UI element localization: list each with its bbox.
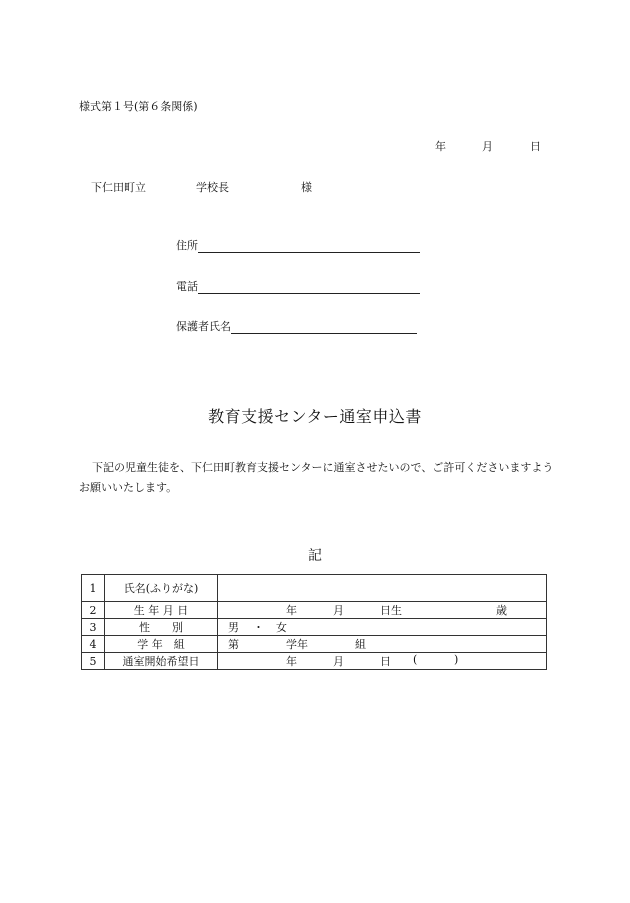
phone-label: 電話: [176, 280, 198, 293]
row-number: 4: [82, 636, 105, 653]
form-number: 様式第１号(第６条関係): [79, 100, 198, 113]
birth-month-label: 月: [333, 604, 344, 617]
date-day-label: 日: [530, 140, 541, 153]
date-month-label: 月: [482, 140, 493, 153]
addressee-school-head: 学校長: [196, 181, 229, 194]
birth-day-label: 日生: [380, 604, 402, 617]
class-label: 組: [355, 638, 366, 651]
grade-dai-label: 第: [228, 638, 239, 651]
gender-cell[interactable]: [218, 619, 547, 636]
start-date-cell[interactable]: [218, 653, 547, 670]
row-label-birthdate: 生 年 月 日: [105, 602, 218, 619]
table-row: [82, 653, 547, 670]
weekday-paren-close: ): [454, 653, 459, 666]
grade-class-cell[interactable]: [218, 636, 547, 653]
birth-year-label: 年: [286, 604, 297, 617]
age-label: 歳: [496, 604, 507, 617]
address-label: 住所: [176, 239, 198, 252]
guardian-name-field: [176, 318, 417, 334]
student-name-cell[interactable]: [218, 575, 547, 602]
row-number: 1: [82, 575, 105, 602]
start-year-label: 年: [286, 655, 297, 668]
addressee-town: 下仁田町立: [91, 181, 146, 194]
addressee-honorific: 様: [301, 181, 312, 194]
start-month-label: 月: [333, 655, 344, 668]
row-number: 2: [82, 602, 105, 619]
table-row: [82, 619, 547, 636]
ki-heading: 記: [308, 548, 322, 564]
table-row: [82, 602, 547, 619]
start-day-label: 日: [380, 655, 391, 668]
guardian-name-label: 保護者氏名: [176, 320, 231, 333]
gender-female[interactable]: 女: [276, 621, 287, 634]
grade-label: 学年: [286, 638, 308, 651]
table-row: [82, 636, 547, 653]
request-body-text: 下記の児童生徒を、下仁田町教育支援センターに通室させたいので、ご許可くださいますようお願いいたします。: [79, 461, 554, 494]
document-title: 教育支援センター通室申込書: [208, 407, 422, 426]
address-line[interactable]: [198, 239, 420, 253]
address-field: [176, 237, 420, 253]
birthdate-cell[interactable]: [218, 602, 547, 619]
row-label-name: 氏名(ふりがな): [105, 575, 218, 602]
guardian-name-line[interactable]: [231, 320, 417, 334]
weekday-paren-open: (: [413, 653, 418, 666]
phone-field: [176, 278, 420, 294]
row-label-gender: 性 別: [105, 619, 218, 636]
row-label-start-date: 通室開始希望日: [105, 653, 218, 670]
gender-male[interactable]: 男: [228, 621, 239, 634]
row-label-grade-class: 学 年 組: [105, 636, 218, 653]
application-table: [81, 574, 547, 670]
table-row: [82, 575, 547, 602]
date-year-label: 年: [435, 140, 446, 153]
row-number: 3: [82, 619, 105, 636]
phone-line[interactable]: [198, 280, 420, 294]
row-number: 5: [82, 653, 105, 670]
gender-separator: ・: [253, 621, 264, 634]
